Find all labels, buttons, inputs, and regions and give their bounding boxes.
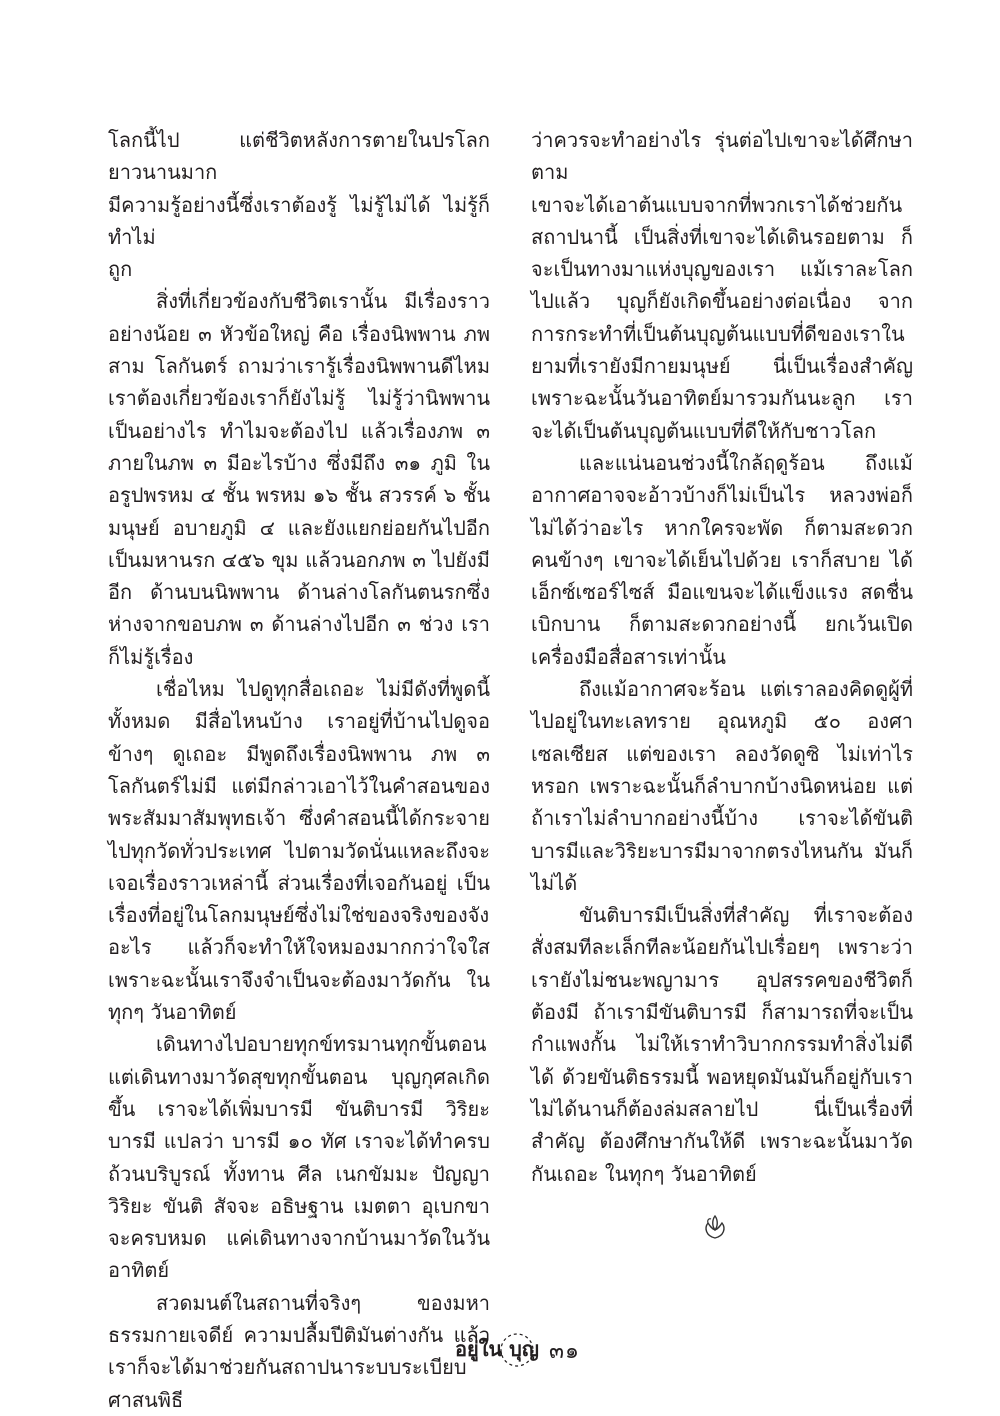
magazine-logo	[455, 1330, 545, 1370]
paragraph: ถึงแม้อากาศจะร้อน แต่เราลองคิดดูผู้ที่ไปอยู่ในทะเลทราย อุณหภูมิ ๕๐ องศาเซลเซียส แต่ของเรา ลองวัดดูซิ ไม่เท่าไรหรอก เพราะฉะนั้นก็ลำบากบ้างนิดหน่อย แต่ถ้าเราไม่ลำบากอย่างนี้บ้าง เราจะได้ขันติบารมีและวิริยะบารมีมาจากตรงไหนกัน มันก็ไม่ได้	[531, 677, 913, 895]
paragraph: สวดมนต์ในสถานที่จริงๆ ของมหาธรรมกายเจดีย์ ความปลื้มปีติมันต่างกัน แล้วเราก็จะได้มาช่วยกันสถาปนาระบบระเบียบศาสนพิธี	[108, 1290, 490, 1412]
page-footer	[455, 1328, 580, 1372]
text-line: ถูก	[108, 257, 133, 282]
paragraph: ขันติบารมีเป็นสิ่งที่สำคัญ ที่เราจะต้องสั่งสมทีละเล็กทีละน้อยกันไปเรื่อยๆ เพราะว่าเรายังไม่ชนะพญามาร อุปสรรคของชีวิตก็ต้องมี ถ้าเรามีขันติบารมี ก็สามารถที่จะเป็นกำแพงกั้น ไม่ให้เราทำวิบากกรรมทำสิ่งไม่ดีได้ ด้วยขันติธรรมนี้ พอหยุดมันมันก็อยู่กับเราไม่ได้นานก็ต้องล่มสลายไป นี่เป็นเรื่องที่สำคัญ ต้องศึกษากันให้ดี เพราะฉะนั้นมาวัดกันเถอะ ในทุกๆ วันอาทิตย์	[531, 903, 913, 1186]
text-line: โลกนี้ไป แต่ชีวิตหลังการตายในปรโลกยาวนานมาก	[108, 128, 490, 185]
paragraph: และแน่นอนช่วงนี้ใกล้ฤดูร้อน ถึงแม้อากาศอาจจะอ้าวบ้างก็ไม่เป็นไร หลวงพ่อก็ไม่ได้ว่าอะไร หากใครจะพัด ก็ตามสะดวก คนข้างๆ เขาจะได้เย็นไปด้วย เราก็สบาย ได้เอ็กซ์เซอร์ไซส์ มือแขนจะได้แข็งแรง สดชื่น เบิกบาน ก็ตามสะดวกอย่างนี้ ยกเว้นเปิดเครื่องมือสื่อสารเท่านั้น	[531, 450, 913, 669]
text-line: เขาจะได้เอาต้นแบบจากที่พวกเราได้ช่วยกันสถาปนานี้ เป็นสิ่งที่เขาจะได้เดินรอยตาม ก็จะเป็นทางมาแห่งบุญของเรา แม้เราละโลกไปแล้ว บุญก็ยังเกิดขึ้นอย่างต่อเนื่อง จากการกระทำที่เป็นต้นบุญต้นแบบที่ดีของเราในยามที่เรายังมีกายมนุษย์ นี่เป็นเรื่องสำคัญ เพราะฉะนั้นวันอาทิตย์มารวมกันนะลูก เราจะได้เป็นต้นบุญต้นแบบที่ดีให้กับชาวโลก	[531, 192, 913, 443]
paragraph: เชื่อไหม ไปดูทุกสื่อเถอะ ไม่มีดังที่พูดนี้ทั้งหมด มีสื่อไหนบ้าง เราอยู่ที่บ้านไปดูจอข้างๆ ดูเถอะ มีพูดถึงเรื่องนิพพาน ภพ ๓ โลกันตร์ไม่มี แต่มีกล่าวเอาไว้ในคำสอนของพระสัมมาสัมพุทธเจ้า ซึ่งคำสอนนี้ได้กระจายไปทุกวัดทั่วประเทศ ไปตามวัดนั่นแหละถึงจะเจอเรื่องราวเหล่านี้ ส่วนเรื่องที่เจอกันอยู่ เป็นเรื่องที่อยู่ในโลกมนุษย์ซึ่งไม่ใช่ของจริงของจังอะไร แล้วก็จะทำให้ใจหมองมากกว่าใจใส เพราะฉะนั้นเราจึงจำเป็นจะต้องมาวัดกัน ในทุกๆ วันอาทิตย์	[108, 677, 490, 1025]
left-text-column	[108, 124, 490, 1416]
text-line: ว่าควรจะทำอย่างไร รุ่นต่อไปเขาจะได้ศึกษาตาม	[531, 128, 913, 185]
svg-text:อยู่ใน บุญ: อยู่ใน บุญ	[455, 1337, 539, 1361]
lotus-ornament-icon	[700, 1212, 730, 1242]
paragraph: เดินทางไปอบายทุกข์ทรมานทุกขั้นตอน แต่เดินทางมาวัดสุขทุกขั้นตอน บุญกุศลเกิดขึ้น เราจะได้เพิ่มบารมี ขันติบารมี วิริยะบารมี แปลว่า บารมี ๑๐ ทัศ เราจะได้ทำครบถ้วนบริบูรณ์ ทั้งทาน ศีล เนกขัมมะ ปัญญา วิริยะ ขันติ สัจจะ อธิษฐาน เมตตา อุเบกขา จะครบหมด แค่เดินทางจากบ้านมาวัดในวันอาทิตย์	[108, 1032, 490, 1283]
text-line: มีความรู้อย่างนี้ซึ่งเราต้องรู้ ไม่รู้ไม่ได้ ไม่รู้ก็ทำไม่	[108, 192, 490, 249]
paragraph: สิ่งที่เกี่ยวข้องกับชีวิตเรานั้น มีเรื่องราวอย่างน้อย ๓ หัวข้อใหญ่ คือ เรื่องนิพพาน ภพสาม โลกันตร์ ถามว่าเรารู้เรื่องนิพพานดีไหม เราต้องเกี่ยวข้องเราก็ยังไม่รู้ ไม่รู้ว่านิพพานเป็นอย่างไร ทำไมจะต้องไป แล้วเรื่องภพ ๓ ภายในภพ ๓ มีอะไรบ้าง ซึ่งมีถึง ๓๑ ภูมิ ในอรูปพรหม ๔ ชั้น พรหม ๑๖ ชั้น สวรรค์ ๖ ชั้น มนุษย์ อบายภูมิ ๔ และยังแยกย่อยกันไปอีก เป็นมหานรก ๔๕๖ ขุม แล้วนอกภพ ๓ ไปยังมีอีก ด้านบนนิพพาน ด้านล่างโลกันตนรกซึ่งห่างจากขอบภพ ๓ ด้านล่างไปอีก ๓ ช่วง เราก็ไม่รู้เรื่อง	[108, 289, 490, 669]
right-text-column	[531, 124, 913, 1190]
page-number: ๓๑	[549, 1338, 581, 1364]
